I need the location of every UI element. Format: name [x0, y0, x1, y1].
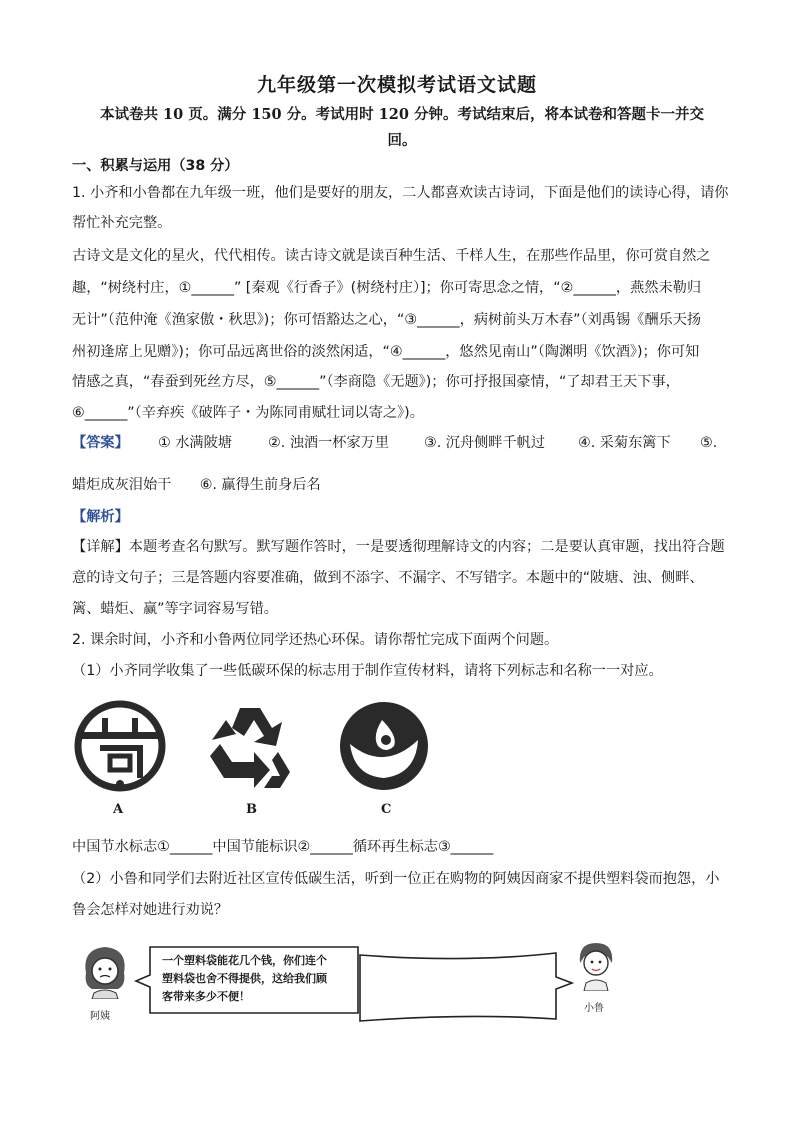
question1-passage-line: ⑥______”（辛弃疾《破阵子・为陈同甫赋壮词以寄之》)。: [72, 405, 424, 421]
exam-instructions-line2: 回。: [387, 132, 417, 149]
comic-figure: [70, 935, 720, 1030]
question2-sub2: （2）小鲁和同学们去附近社区宣传低碳生活，听到一位正在购物的阿姨因商家不提供塑料袋而抱怨，小: [72, 871, 720, 887]
matching-line: 中国节水标志①______中国节能标识②______循环再生标志③______: [72, 839, 494, 855]
answer-row: [72, 432, 722, 454]
answer-item: ⑤.: [700, 435, 718, 451]
auntie-speech: [162, 952, 362, 1006]
exam-instructions-line1: 本试卷共 10 页。满分 150 分。考试用时 120 分钟。考试结束后，将本试卷和答题卡一并交: [100, 106, 704, 123]
question1-passage-line: 情感之真，“春蚕到死丝方尽，⑤______”（李商隐《无题》)；你可抒报国豪情，“了却君王天下事，: [72, 374, 680, 390]
auntie-label: 阿姨: [90, 1011, 110, 1022]
auntie-speech-line: 塑料袋也舍不得提供，这给我们顾: [162, 972, 327, 985]
speech-bubble-right: [358, 951, 578, 1023]
logo-label-a: A: [113, 802, 124, 817]
question2-sub1: （1）小齐同学收集了一些低碳环保的标志用于制作宣传材料，请将下列标志和名称一一对应。: [72, 663, 663, 679]
analysis-detail-line: 意的诗文句子；三是答题内容要准确，做到不添字、不漏字、不写错字。本题中的“陂塘、浊、侧畔、: [72, 570, 704, 586]
analysis-tag: 【解析】: [72, 509, 129, 525]
question1-passage-line: 古诗文是文化的星火，代代相传。读古诗文就是读百种生活、千样人生，在那些作品里，你可赏自然之: [72, 248, 711, 264]
auntie-speech-line: 一个塑料袋能花几个钱，你们连个: [162, 954, 327, 967]
answer-item: ②. 浊酒一杯家万里: [268, 435, 390, 451]
question1-passage-line: 州初逢席上见赠》)；你可品远离世俗的淡然闲适，“④______，悠然见南山”（陶渊明《饮酒》)；你可知: [72, 344, 700, 360]
answer-item: ① 水满陂塘: [158, 435, 232, 451]
logo-label-b: B: [246, 802, 257, 817]
answer-item: ④. 采菊东篱下: [578, 435, 671, 451]
recycle-logo-icon: [202, 700, 298, 792]
energy-saving-logo-icon: [336, 698, 432, 794]
question1-text: 1. 小齐和小鲁都在九年级一班，他们是要好的朋友，二人都喜欢读古诗词，下面是他们的读诗心得，请你: [72, 185, 729, 201]
answer-item: ③. 沉舟侧畔千帆过: [424, 435, 546, 451]
answer-tag: 【答案】: [72, 435, 129, 451]
page-title: 九年级第一次模拟考试语文试题: [256, 74, 537, 96]
analysis-detail-line: 篱、蜡炬、赢”等字词容易写错。: [72, 601, 278, 617]
question1-text-cont: 帮忙补充完整。: [72, 215, 172, 231]
xiaolu-avatar-icon: [572, 939, 620, 991]
question1-passage-line: 趣，“树绕村庄，①______” [秦观《行香子》(树绕村庄）]；你可寄思念之情，“②______，燕然未勒归: [72, 280, 702, 296]
water-saving-logo-icon: [72, 698, 168, 794]
auntie-speech-line: 客带来多少不便！: [162, 990, 250, 1003]
question2-text: 2. 课余时间，小齐和小鲁两位同学还热心环保。请你帮忙完成下面两个问题。: [72, 632, 559, 648]
logo-figure: [70, 690, 440, 820]
question2-sub2-cont: 鲁会怎样对她进行劝说？: [72, 902, 229, 918]
auntie-avatar-icon: [80, 943, 130, 999]
xiaolu-label: 小鲁: [584, 1003, 604, 1014]
section-heading: 一、积累与运用（38 分）: [72, 158, 239, 174]
answer-row-cont: 蜡炬成灰泪始干 ⑥. 赢得生前身后名: [72, 477, 321, 493]
question1-passage-line: 无计”（范仲淹《渔家傲・秋思》)；你可悟豁达之心，“③______，病树前头万木春”（刘禹锡《酬乐天扬: [72, 312, 702, 328]
logo-label-c: C: [381, 802, 392, 817]
analysis-detail-line: 【详解】本题考查名句默写。默写题作答时，一是要透彻理解诗文的内容；二是要认真审题，找出符合题: [72, 539, 725, 555]
